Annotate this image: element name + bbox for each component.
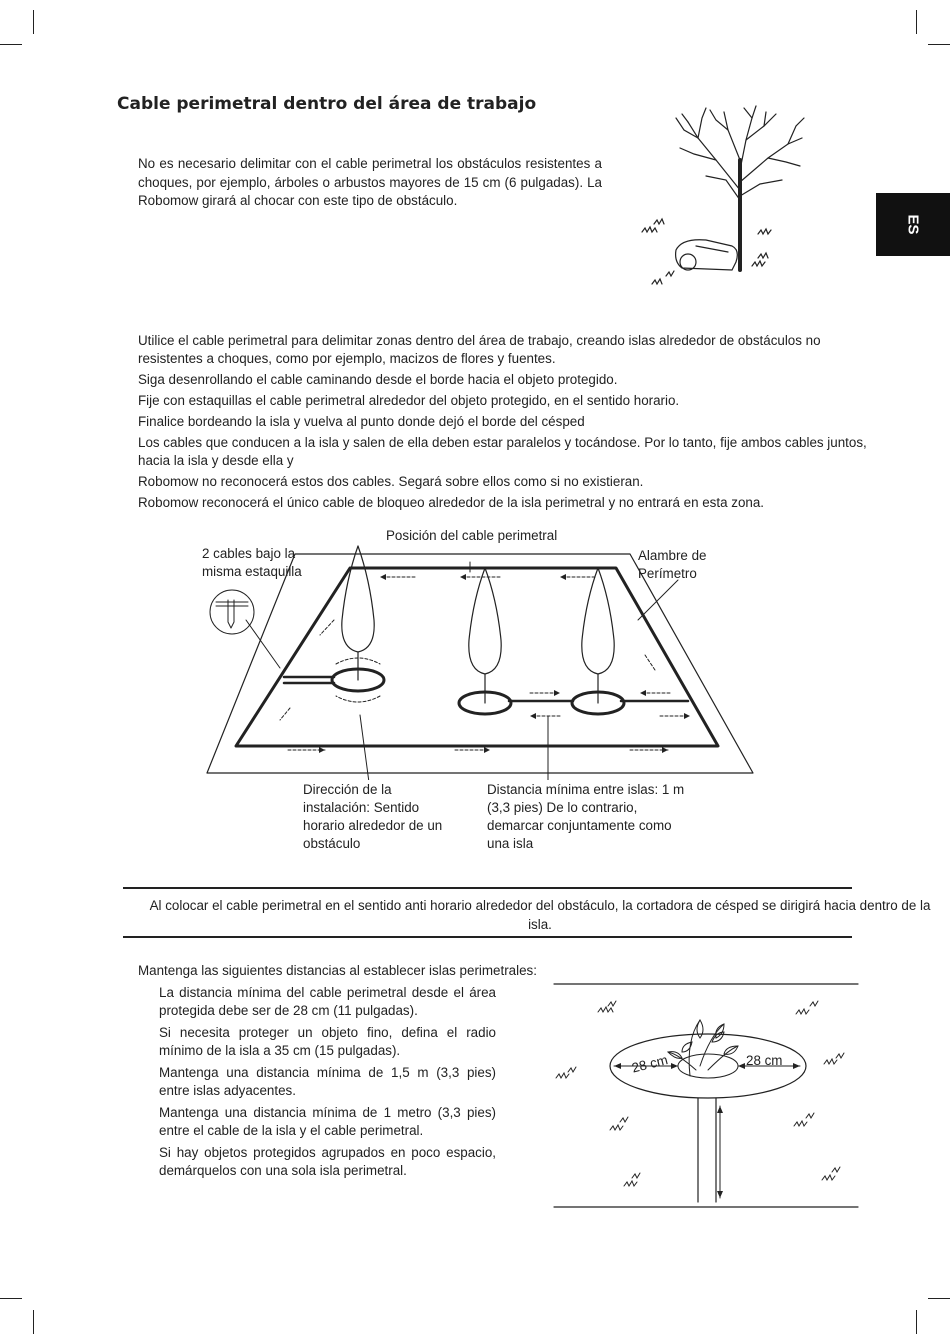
crop-mark bbox=[916, 10, 917, 34]
list-item: Si hay objetos protegidos agrupados en poco espacio, demárquelos con una sola isla perimetral. bbox=[159, 1145, 496, 1178]
list-item: La distancia mínima del cable perimetral desde el área protegida debe ser de 28 cm (11 pulgadas). bbox=[159, 985, 496, 1018]
instruction-line: Los cables que conducen a la isla y salen de ella deben estar paralelos y tocándose. Por lo tanto, fije ambos cables juntos, hacia la isla y desde ella y bbox=[138, 435, 867, 468]
list-item: Si necesita proteger un objeto fino, defina el radio mínimo de la isla a 35 cm (15 pulgadas). bbox=[159, 1025, 496, 1058]
label-cable-position: Posición del cable perimetral bbox=[386, 528, 558, 543]
label-two-cables: 2 cables bajo la misma estaquilla bbox=[202, 546, 302, 579]
label-perimeter-wire: Alambre de Perímetro bbox=[638, 548, 707, 581]
distances-intro: Mantenga las siguientes distancias al establecer islas perimetrales: bbox=[138, 963, 537, 978]
instruction-line: Finalice bordeando la isla y vuelva al punto donde dejó el borde del césped bbox=[138, 414, 585, 429]
note-text: Al colocar el cable perimetral en el sentido anti horario alrededor del obstáculo, la cortadora de césped se dirigirá hacia dentro de la isla. bbox=[149, 898, 931, 932]
figure-label-left: 28 cm bbox=[630, 1052, 670, 1076]
crop-mark bbox=[928, 44, 950, 45]
crop-mark bbox=[928, 1298, 950, 1299]
crop-mark bbox=[33, 1310, 34, 1334]
instruction-line: Utilice el cable perimetral para delimitar zonas dentro del área de trabajo, creando islas alrededor de obstáculos no resistentes a choques, como por ejemplo, macizos de flores y fuentes. bbox=[138, 333, 821, 366]
intro-paragraph: No es necesario delimitar con el cable perimetral los obstáculos resistentes a choques, por ejemplo, árboles o arbustos mayores de 15 cm (6 pulgadas). La Robomow girará al chocar con este tipo de obstáculo. bbox=[138, 156, 602, 208]
crop-mark bbox=[33, 10, 34, 34]
crop-mark bbox=[916, 1310, 917, 1334]
note-bottom-rule bbox=[123, 936, 852, 938]
crop-mark bbox=[0, 1298, 22, 1299]
label-installation-direction: Dirección de la instalación: Sentido horario alrededor de un obstáculo bbox=[303, 782, 443, 851]
island-distance-figure bbox=[550, 980, 862, 1212]
page-title: Cable perimetral dentro del área de trabajo bbox=[117, 94, 537, 114]
distances-list bbox=[159, 984, 496, 1179]
note-top-rule bbox=[123, 887, 852, 889]
language-tab bbox=[876, 193, 950, 256]
crop-mark bbox=[0, 44, 22, 45]
label-minimum-distance: Distancia mínima entre islas: 1 m (3,3 pies) De lo contrario, demarcar conjuntamente como una isla bbox=[487, 782, 685, 851]
tree-mower-illustration bbox=[636, 100, 816, 292]
instruction-line: Fije con estaquillas el cable perimetral alrededor del objeto protegido, en el sentido horario. bbox=[138, 393, 680, 408]
list-item: Mantenga una distancia mínima de 1 metro (3,3 pies) entre el cable de la isla y el cable perimetral. bbox=[159, 1105, 496, 1138]
instruction-line: Robomow reconocerá el único cable de bloqueo alrededor de la isla perimetral y no entrará en esta zona. bbox=[138, 495, 765, 510]
figure-label-right: 28 cm bbox=[746, 1053, 783, 1068]
list-item: Mantenga una distancia mínima de 1,5 m (3,3 pies) entre islas adyacentes. bbox=[159, 1065, 496, 1098]
language-tab-label: ES bbox=[904, 214, 922, 235]
instructions-block bbox=[138, 332, 868, 512]
instruction-line: Siga desenrollando el cable caminando desde el borde hacia el objeto protegido. bbox=[138, 372, 618, 387]
instruction-line: Robomow no reconocerá estos dos cables. Segará sobre ellos como si no existieran. bbox=[138, 474, 644, 489]
